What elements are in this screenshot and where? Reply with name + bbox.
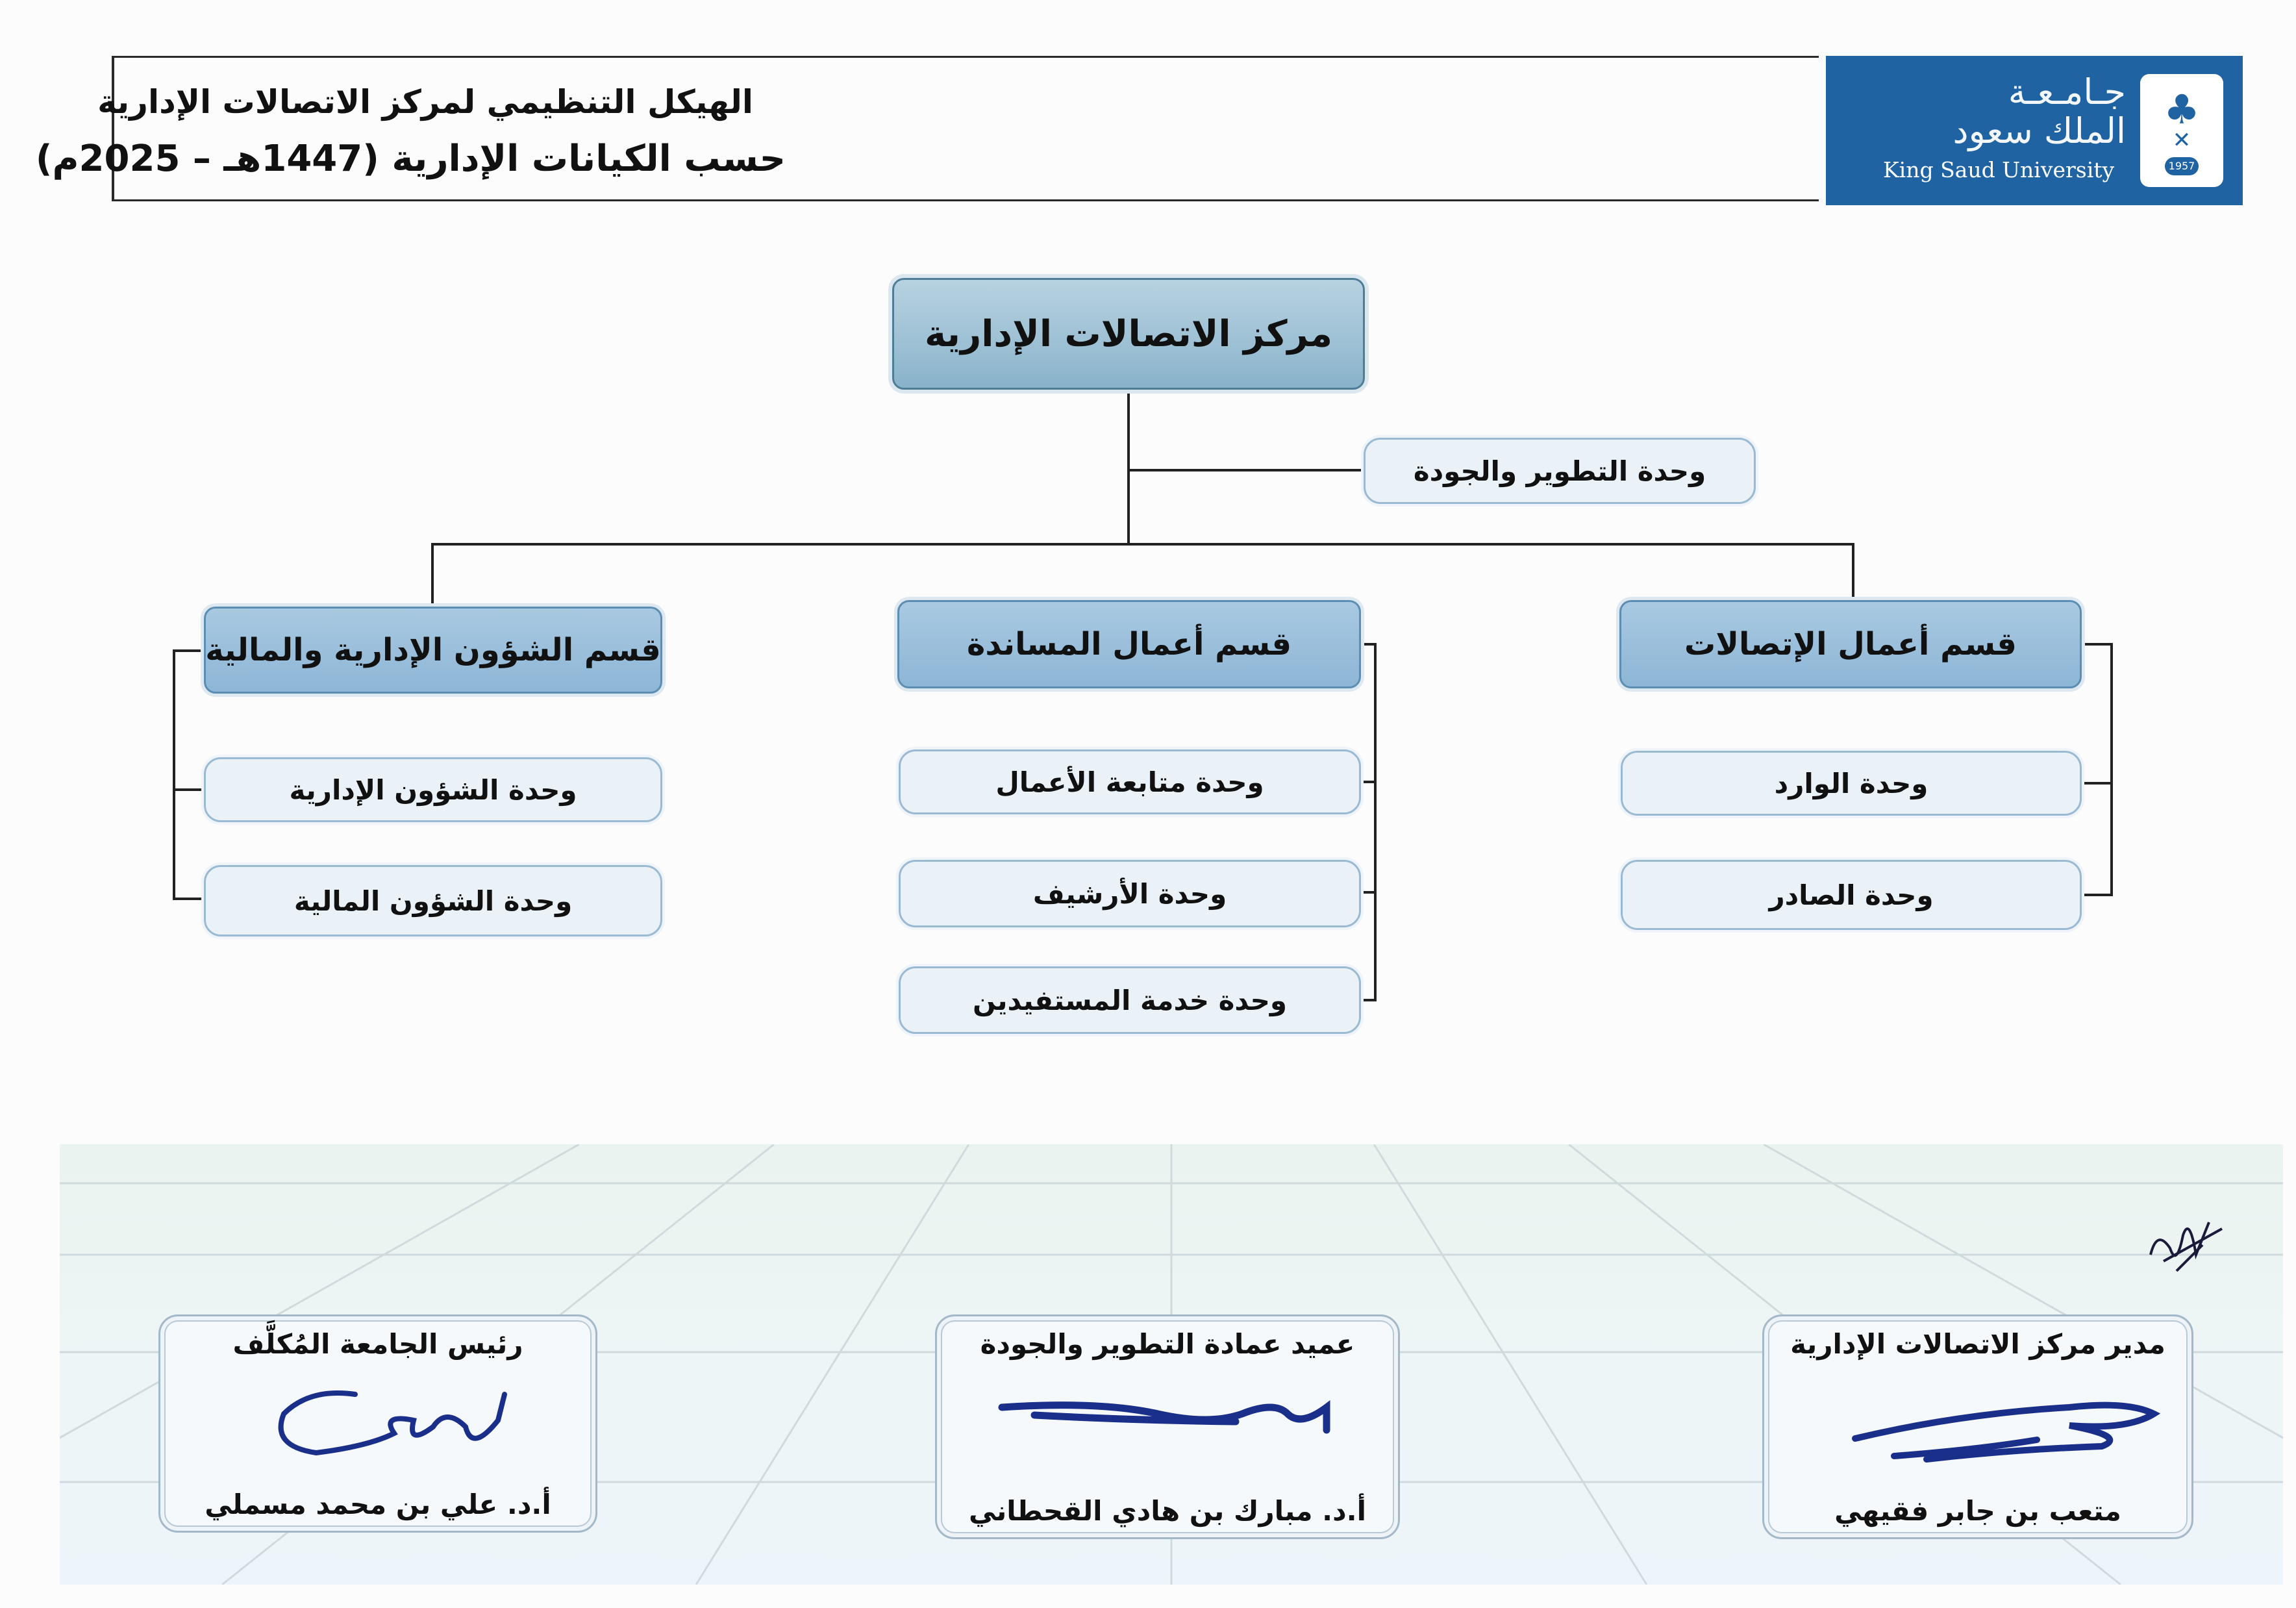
org-unit-incoming: وحدة الوارد	[1621, 751, 2082, 816]
org-unit-financial-affairs: وحدة الشؤون المالية	[204, 865, 662, 936]
org-root-box: مركز الاتصالات الإدارية	[892, 278, 1365, 390]
signature-role: رئيس الجامعة المُكلَّف	[232, 1328, 523, 1360]
org-unit-development-quality: وحدة التطوير والجودة	[1364, 438, 1756, 504]
bracket-left-top	[173, 649, 204, 652]
connector-root-unit	[1127, 469, 1365, 471]
bracket-left-tick-2	[173, 898, 204, 900]
signature-name: أ.د. مبارك بن هادي القحطاني	[968, 1495, 1367, 1527]
bracket-right-vertical	[2110, 643, 2113, 896]
logo-arabic-line2: الملك سعود	[1953, 110, 2126, 151]
org-unit-archive: وحدة الأرشيف	[899, 860, 1361, 927]
crossed-swords-icon: ✕	[2172, 127, 2191, 153]
signature-box-university-president	[158, 1314, 597, 1533]
connector-dept-right	[1852, 543, 1854, 608]
bracket-right-tick-2	[2082, 894, 2113, 896]
bracket-middle-tick-1	[1361, 781, 1377, 783]
bracket-middle-vertical	[1374, 643, 1377, 1001]
bracket-right-tick-1	[2082, 782, 2113, 785]
initials-mark	[2138, 1209, 2228, 1287]
org-unit-beneficiary-service: وحدة خدمة المستفيدين	[899, 966, 1361, 1034]
org-dept-support: قسم أعمال المساندة	[897, 600, 1361, 688]
bracket-middle-tick-3	[1361, 999, 1377, 1001]
org-dept-admin-finance: قسم الشؤون الإدارية والمالية	[204, 607, 662, 694]
signature-box-dean	[935, 1314, 1400, 1539]
palm-swords-emblem-icon	[2140, 74, 2223, 187]
logo-year: 1957	[2165, 157, 2199, 175]
bracket-left-tick-1	[173, 788, 204, 791]
palm-icon: ♣	[2164, 86, 2200, 133]
signature-name: أ.د. علي بن محمد مسملي	[205, 1489, 551, 1520]
signature-role: عميد عمادة التطوير والجودة	[980, 1328, 1355, 1360]
page-title: الهيكل التنظيمي لمركز الاتصالات الإدارية	[97, 83, 753, 121]
org-dept-communications: قسم أعمال الإتصالات	[1619, 600, 2082, 688]
university-logo	[1826, 56, 2243, 205]
bracket-left-vertical	[173, 649, 175, 900]
page-subtitle: حسب الكيانات الإدارية (1447هـ – 2025م)	[35, 138, 786, 180]
org-unit-work-followup: وحدة متابعة الأعمال	[899, 749, 1361, 814]
signature-name: متعب بن جابر فقيهي	[1834, 1495, 2121, 1527]
connector-departments-horizontal	[431, 543, 1854, 546]
logo-arabic-line1: جـامـعـة	[2008, 71, 2126, 112]
org-unit-outgoing: وحدة الصادر	[1621, 860, 2082, 930]
logo-english-name: King Saud University	[1883, 157, 2115, 182]
org-unit-admin-affairs: وحدة الشؤون الإدارية	[204, 757, 662, 822]
bracket-right-top	[2082, 643, 2113, 646]
bracket-middle-tick-2	[1361, 891, 1377, 894]
signature-role: مدير مركز الاتصالات الإدارية	[1790, 1328, 2165, 1360]
signature-box-center-director	[1762, 1314, 2193, 1539]
connector-dept-left	[431, 543, 434, 608]
